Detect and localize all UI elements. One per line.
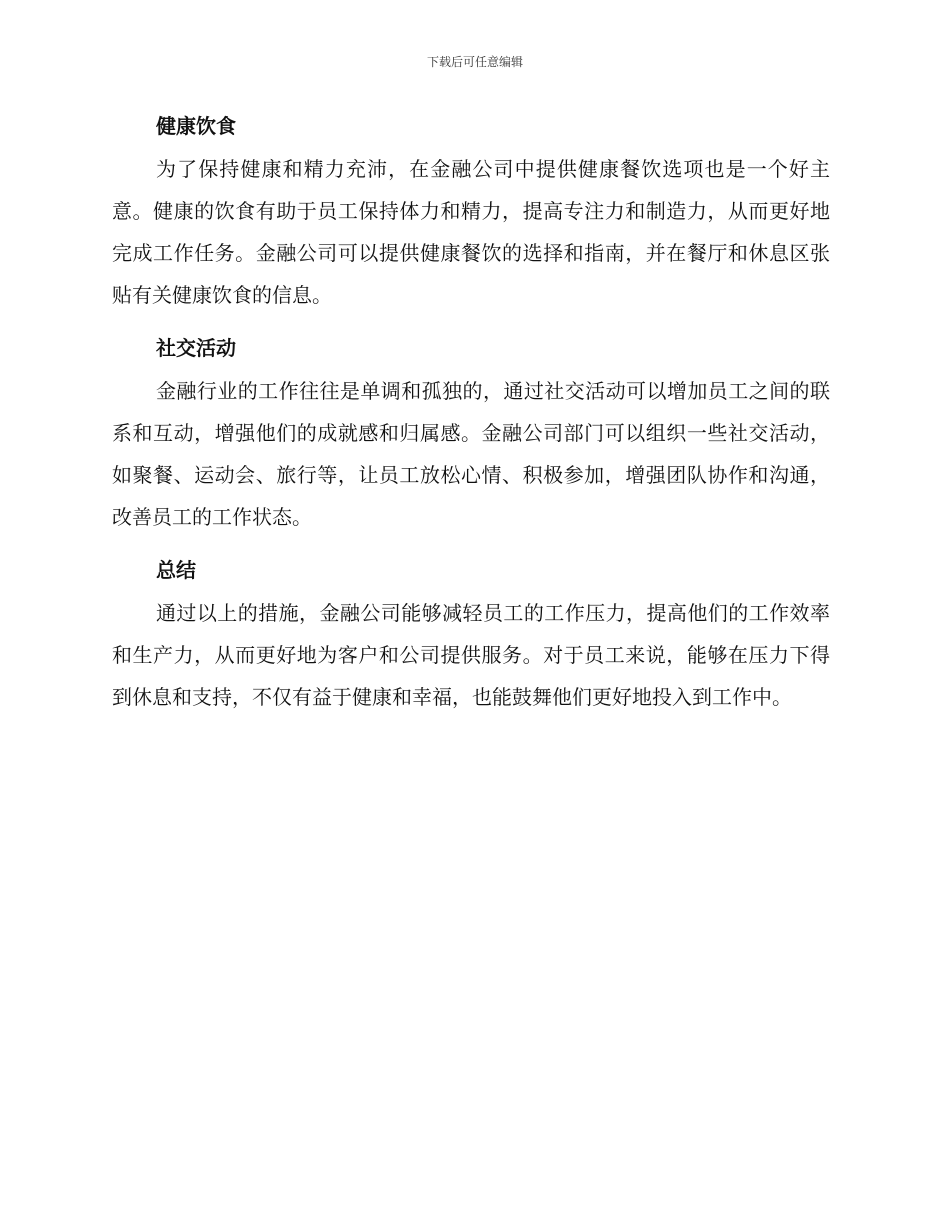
page-header-note: 下载后可任意编辑 bbox=[426, 55, 523, 69]
section-paragraph: 金融行业的工作往往是单调和孤独的，通过社交活动可以增加员工之间的联系和互动，增强他们的成就感和归属感。金融公司部门可以组织一些社交活动，如聚餐、运动会、旅行等，让员工放松心情、积极参加，增强团队协作和沟通，改善员工的工作状态。 bbox=[112, 379, 830, 529]
section-healthy-diet bbox=[112, 104, 830, 316]
section-paragraph: 通过以上的措施，金融公司能够减轻员工的工作压力，提高他们的工作效率和生产力，从而更好地为客户和公司提供服务。对于员工来说，能够在压力下得到休息和支持，不仅有益于健康和幸福，也能鼓舞他们更好地投入到工作中。 bbox=[112, 601, 830, 709]
section-social-activities bbox=[112, 326, 830, 538]
section-heading: 社交活动 bbox=[156, 336, 236, 360]
section-heading: 总结 bbox=[156, 558, 196, 582]
section-summary bbox=[112, 548, 830, 718]
section-heading: 健康饮食 bbox=[156, 114, 236, 138]
section-paragraph: 为了保持健康和精力充沛，在金融公司中提供健康餐饮选项也是一个好主意。健康的饮食有助于员工保持体力和精力，提高专注力和制造力，从而更好地完成工作任务。金融公司可以提供健康餐饮的选择和指南，并在餐厅和休息区张贴有关健康饮食的信息。 bbox=[112, 157, 830, 307]
document-body bbox=[112, 104, 830, 728]
